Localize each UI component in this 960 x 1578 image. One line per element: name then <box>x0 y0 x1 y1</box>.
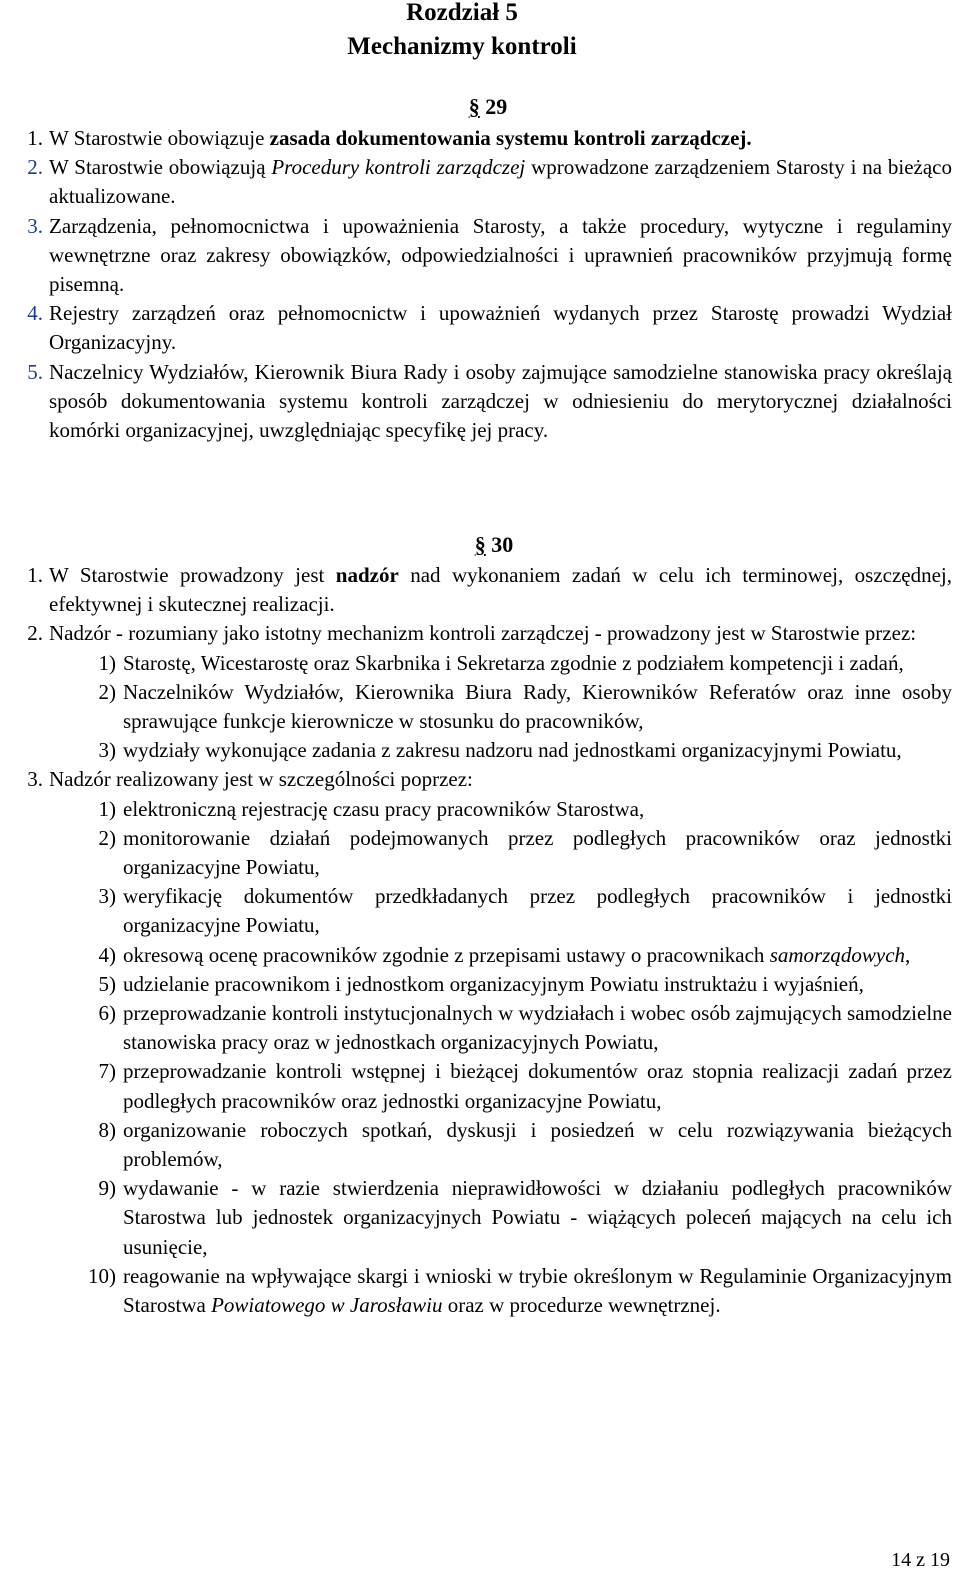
item-text: Nadzór - rozumiany jako istotny mechanizm kontroli zarządczej - prowadzony jest w Starostwie przez: <box>49 621 917 646</box>
sub-item <box>0 678 960 736</box>
list-item <box>0 299 960 357</box>
sub-item-text: weryfikację dokumentów przedkładanych przez podległych pracowników i jednostki organizacyjne Powiatu, <box>123 884 952 938</box>
section-sign: § <box>474 532 486 557</box>
item-number: 3. <box>27 767 43 792</box>
item-text-italic: Procedury kontroli zarządczej <box>271 155 526 180</box>
sub-item-text: Starostę, Wicestarostę oraz Skarbnika i Sekretarza zgodnie z podziałem kompetencji i zadań, <box>123 650 904 675</box>
sub-item <box>0 824 960 882</box>
item-text: W Starostwie prowadzony jest <box>49 563 336 587</box>
item-number: 1. <box>27 563 43 587</box>
sub-item-text: elektroniczną rejestrację czasu pracy pracowników Starostwa, <box>123 796 645 821</box>
sub-item-text: przeprowadzanie kontroli wstępnej i bieżącej dokumentów oraz stopnia realizacji zadań przez podległych pracowników oraz jednostki organizacyjne Powiatu, <box>123 1059 952 1113</box>
sub-item-number: 5) <box>98 971 116 996</box>
item-text: W Starostwie obowiązują <box>49 155 272 180</box>
item-text: wprowadzone zarządzeniem Starosty i na bieżąco aktualizowane. <box>49 155 952 209</box>
sub-item-text: reagowanie na wpływające skargi i wnioski w trybie określonym w Regulaminie Organizacyjnym Starostwa <box>123 1263 952 1318</box>
sub-item-text: wydziały wykonujące zadania z zakresu nadzoru nad jednostkami organizacyjnymi Powiatu, <box>123 738 902 763</box>
item-text-bold: nadzór <box>335 563 399 587</box>
sub-item-number: 2) <box>98 825 116 850</box>
sub-item-number: 9) <box>98 1176 116 1201</box>
sub-item-text-italic: Powiatowego w Jarosławiu <box>211 1293 443 1318</box>
item-number: 2. <box>27 621 43 646</box>
sub-item <box>0 1057 960 1115</box>
sub-item-text: monitorowanie działań podejmowanych przez podległych pracowników oraz jednostki organizacyjne Powiatu, <box>123 825 952 880</box>
sub-item <box>0 941 960 970</box>
list-item <box>0 153 960 211</box>
sub-item-text: wydawanie - w razie stwierdzenia nieprawidłowości w działaniu podległych pracowników Starostwa lub jednostek organizacyjnych Powiatu - wiążących poleceń mających na celu ich usunięcie, <box>123 1176 952 1259</box>
item-number: 4. <box>27 301 43 326</box>
list-item <box>0 212 960 300</box>
section-sign: § <box>468 94 480 119</box>
sub-item-number: 10) <box>88 1263 116 1288</box>
item-text-bold: zasada dokumentowania systemu kontroli zarządczej. <box>269 126 752 150</box>
sub-item-number: 6) <box>98 1001 116 1026</box>
sub-item-text-italic: samorządowych <box>769 942 906 967</box>
sub-item <box>0 1262 960 1320</box>
item-number: 2. <box>27 155 43 180</box>
paragraph-30 <box>0 561 960 1320</box>
sub-item-text: udzielanie pracownikom i jednostkom organizacyjnym Powiatu instruktażu i wyjaśnień, <box>123 971 864 996</box>
sub-item <box>0 1174 960 1262</box>
list-item <box>0 561 960 619</box>
sub-item-number: 1) <box>98 796 116 821</box>
sub-item-text: oraz w procedurze wewnętrznej. <box>442 1293 721 1318</box>
list-item <box>0 358 960 446</box>
paragraph-30-heading <box>14 532 960 558</box>
item-text: Rejestry zarządzeń oraz pełnomocnictw i upoważnień wydanych przez Starostę prowadzi Wydział Organizacyjny. <box>49 301 952 355</box>
sub-item <box>0 970 960 999</box>
paragraph-29 <box>0 124 960 445</box>
item-number: 3. <box>27 213 43 238</box>
sub-item-text: organizowanie roboczych spotkań, dyskusji i posiedzeń w celu rozwiązywania bieżących problemów, <box>123 1117 952 1172</box>
sub-item-number: 2) <box>98 679 116 704</box>
sub-item <box>0 882 960 940</box>
item-number: 1. <box>27 126 43 150</box>
sub-item-number: 4) <box>98 942 116 967</box>
sub-item-number: 3) <box>98 738 116 763</box>
page-number: 14 z 19 <box>891 1549 950 1571</box>
paragraph-number: 30 <box>491 532 514 557</box>
sub-item <box>0 1116 960 1174</box>
item-text: nad wykonaniem zadań w celu ich terminowej, oszczędnej, efektywnej i skutecznej realizacji. <box>49 563 953 617</box>
sub-item-number: 3) <box>98 884 116 909</box>
item-number: 5. <box>27 359 43 384</box>
sub-item <box>0 736 960 765</box>
sub-item-number: 1) <box>98 650 116 675</box>
chapter-title: Rozdział 5 <box>406 0 518 26</box>
sub-item <box>0 999 960 1057</box>
item-text: W Starostwie obowiązuje <box>49 126 270 150</box>
list-item <box>0 124 960 153</box>
list-item <box>0 765 960 794</box>
sub-item-text: przeprowadzanie kontroli instytucjonalnych w wydziałach i wobec osób zajmujących samodzielne stanowiska pracy oraz w jednostkach organizacyjnych Powiatu, <box>123 1001 952 1055</box>
sub-item-text: , <box>905 942 911 967</box>
sub-item-number: 8) <box>98 1117 116 1142</box>
sub-item-number: 7) <box>98 1059 116 1084</box>
list-item <box>0 619 960 648</box>
sub-item <box>0 649 960 678</box>
item-text: Zarządzenia, pełnomocnictwa i upoważnienia Starosty, a także procedury, wytyczne i regulaminy wewnętrzne oraz zakresy obowiązków, odpowiedzialności i uprawnień pracowników przyjmują formę pisemną. <box>49 213 952 297</box>
paragraph-29-heading <box>8 94 960 120</box>
sub-item-text: okresową ocenę pracowników zgodnie z przepisami ustawy o pracownikach <box>123 942 770 967</box>
item-text: Naczelnicy Wydziałów, Kierownik Biura Rady i osoby zajmujące samodzielne stanowiska pracy określają sposób dokumentowania systemu kontroli zarządczej w odniesieniu do merytorycznej działalności komórki organizacyjnej, uwzględniając specyfikę jej pracy. <box>49 359 952 443</box>
chapter-subtitle: Mechanizmy kontroli <box>347 33 577 60</box>
sub-item <box>0 795 960 824</box>
item-text: Nadzór realizowany jest w szczególności poprzez: <box>49 767 473 792</box>
sub-item-text: Naczelników Wydziałów, Kierownika Biura Rady, Kierowników Referatów oraz inne osoby sprawujące funkcje kierownicze w stosunku do pracowników, <box>123 679 952 734</box>
paragraph-number: 29 <box>485 94 508 119</box>
